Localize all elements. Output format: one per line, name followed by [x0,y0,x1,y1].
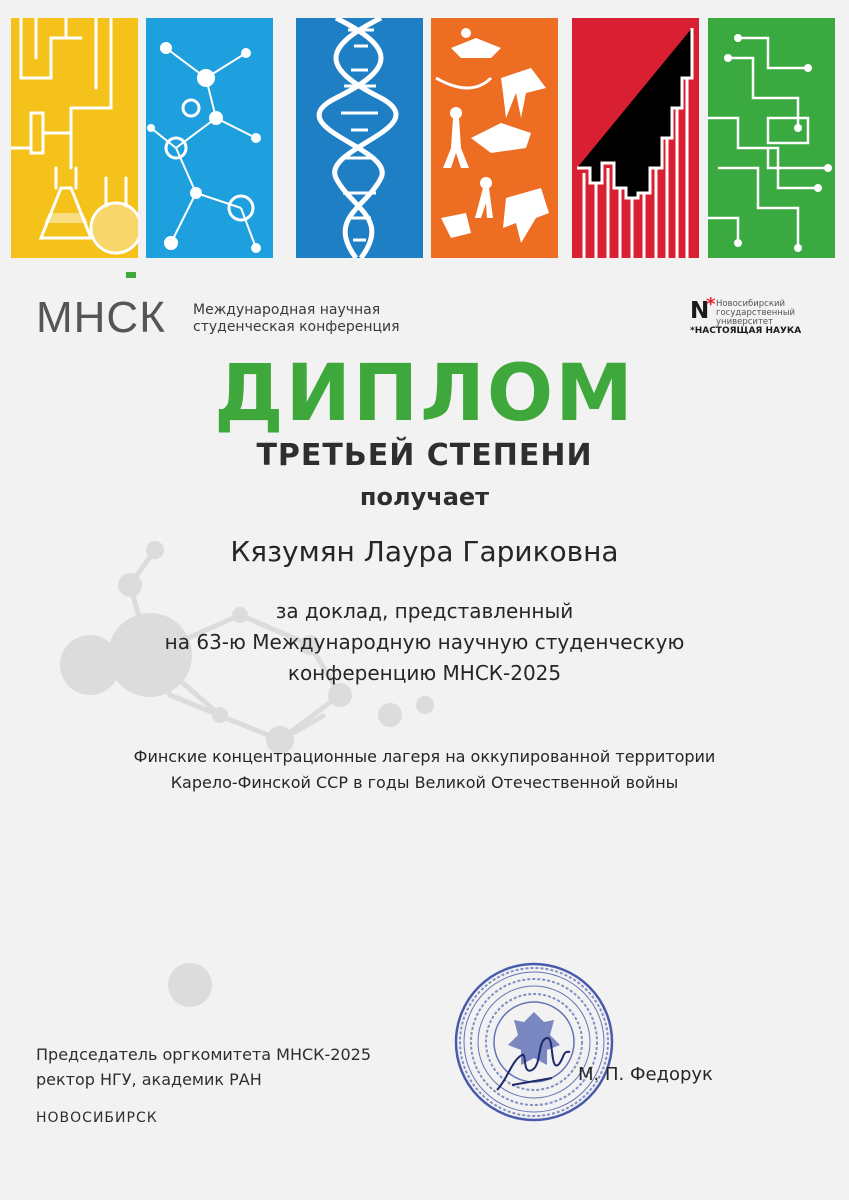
banner-panel-circuit [708,18,835,258]
nsu-letter: N [690,298,710,324]
svg-text:МНСК: МНСК [36,293,166,340]
rock-art-icon [431,18,558,258]
city-label: НОВОСИБИРСК [36,1110,158,1126]
flask-icon [11,18,138,258]
nsu-star-icon: * [706,294,716,315]
banner-panel-dna [296,18,423,258]
diploma-degree: ТРЕТЬЕЙ СТЕПЕНИ [256,438,593,473]
award-text: за доклад, представленный на 63-ю Международную научную студенческую конференцию МНСК-2025 [164,599,685,685]
signer-name: М. П. Федорук [578,1064,713,1085]
nsu-name: Новосибирский государственный университет [716,299,796,327]
dna-icon [296,18,423,258]
circuit-icon [708,18,835,258]
banner-panel-chemistry [11,18,138,258]
bar-graph-icon [572,18,699,258]
mnsk-logo [36,270,181,340]
recipient-name: Кязумян Лаура Гариковна [230,535,619,568]
mnsk-caption: Международная научная студенческая конференция [193,302,400,335]
report-topic: Финские концентрационные лагеря на оккупированной территории Карело-Финской ССР в годы Великой Отечественной войны [133,747,716,792]
receives-label: получает [359,483,490,511]
nsu-logo [690,294,830,340]
molecule-icon [146,18,273,258]
banner-panel-rock-art [431,18,558,258]
signature [492,1030,592,1100]
diploma-title: ДИПЛОМ [214,349,635,439]
signer-position: Председатель оргкомитета МНСК-2025 ректор НГУ, академик РАН [36,1045,372,1089]
banner-panel-molecule [146,18,273,258]
banner-panel-bar-graph [572,18,699,258]
nsu-tagline: *НАСТОЯЩАЯ НАУКА [690,326,802,336]
